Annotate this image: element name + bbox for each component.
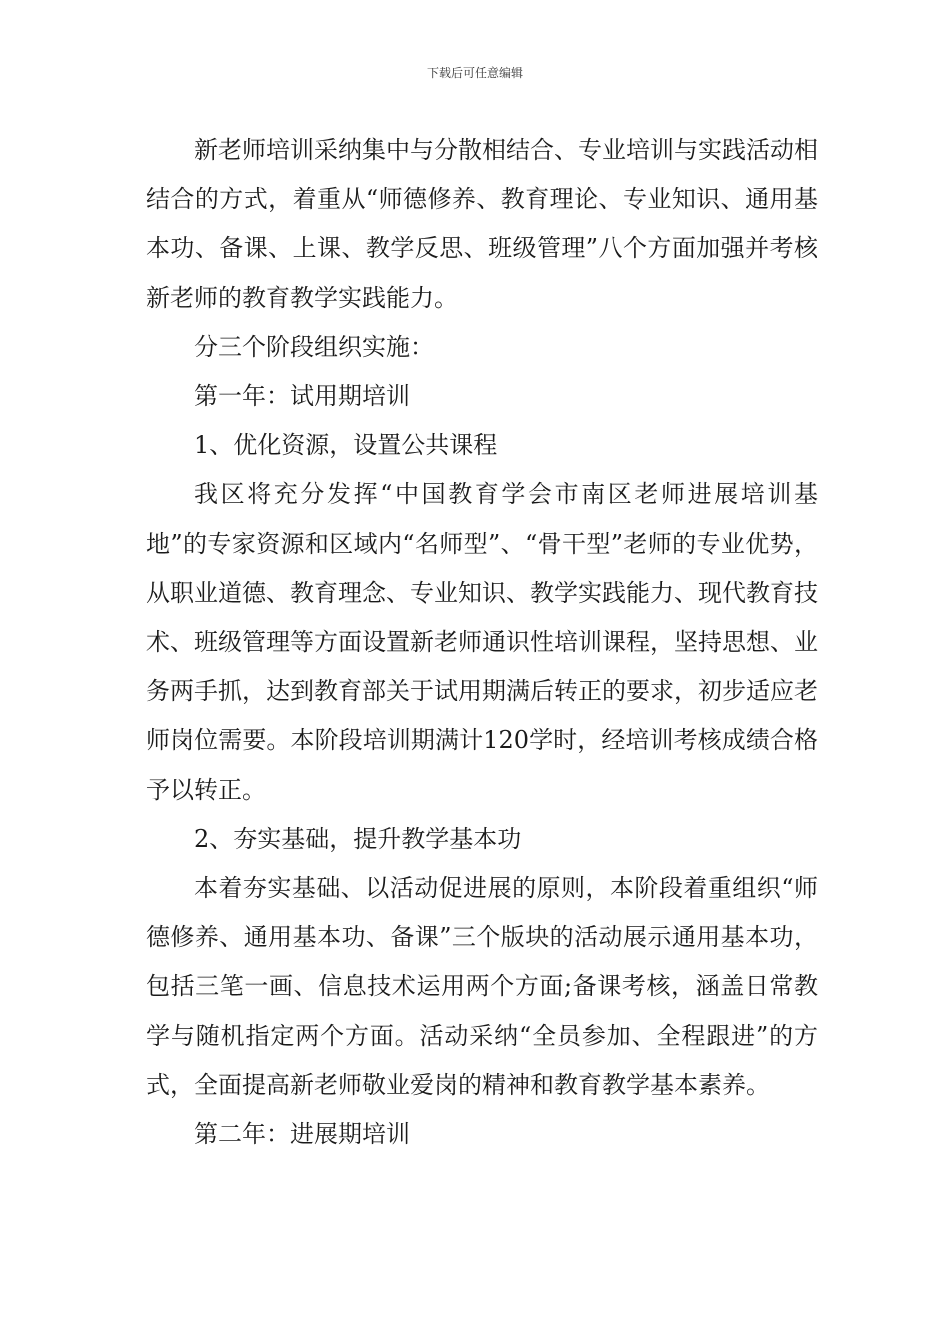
paragraph-intro: 新老师培训采纳集中与分散相结合、专业培训与实践活动相结合的方式，着重从“师德修养、教育理论、专业知识、通用基本功、备课、上课、教学反思、班级管理”八个方面加强并考核新老师的教育教学实践能力。 bbox=[146, 136, 818, 312]
heading-item-1: 1、优化资源，设置公共课程 bbox=[194, 431, 498, 460]
page-header: 下载后可任意编辑 bbox=[426, 66, 523, 80]
heading-year-two: 第二年：进展期培训 bbox=[194, 1120, 410, 1149]
paragraph-item-2: 本着夯实基础、以活动促进展的原则，本阶段着重组织“师德修养、通用基本功、备课”三个版块的活动展示通用基本功，包括三笔一画、信息技术运用两个方面;备课考核，涵盖日常教学与随机指定两个方面。活动采纳“全员参加、全程跟进”的方式，全面提高新老师敬业爱岗的精神和教育教学基本素养。 bbox=[146, 874, 818, 1099]
paragraph-item-1: 我区将充分发挥“中国教育学会市南区老师进展培训基地”的专家资源和区域内“名师型”、“骨干型”老师的专业优势，从职业道德、教育理念、专业知识、教学实践能力、现代教育技术、班级管理等方面设置新老师通识性培训课程，坚持思想、业务两手抓，达到教育部关于试用期满后转正的要求，初步适应老师岗位需要。本阶段培训期满计120学时，经培训考核成绩合格予以转正。 bbox=[146, 480, 818, 804]
heading-item-2: 2、夯实基础，提升教学基本功 bbox=[194, 824, 522, 853]
heading-year-one: 第一年：试用期培训 bbox=[194, 382, 410, 411]
paragraph-stages: 分三个阶段组织实施： bbox=[194, 332, 434, 361]
document-body bbox=[146, 126, 818, 1159]
